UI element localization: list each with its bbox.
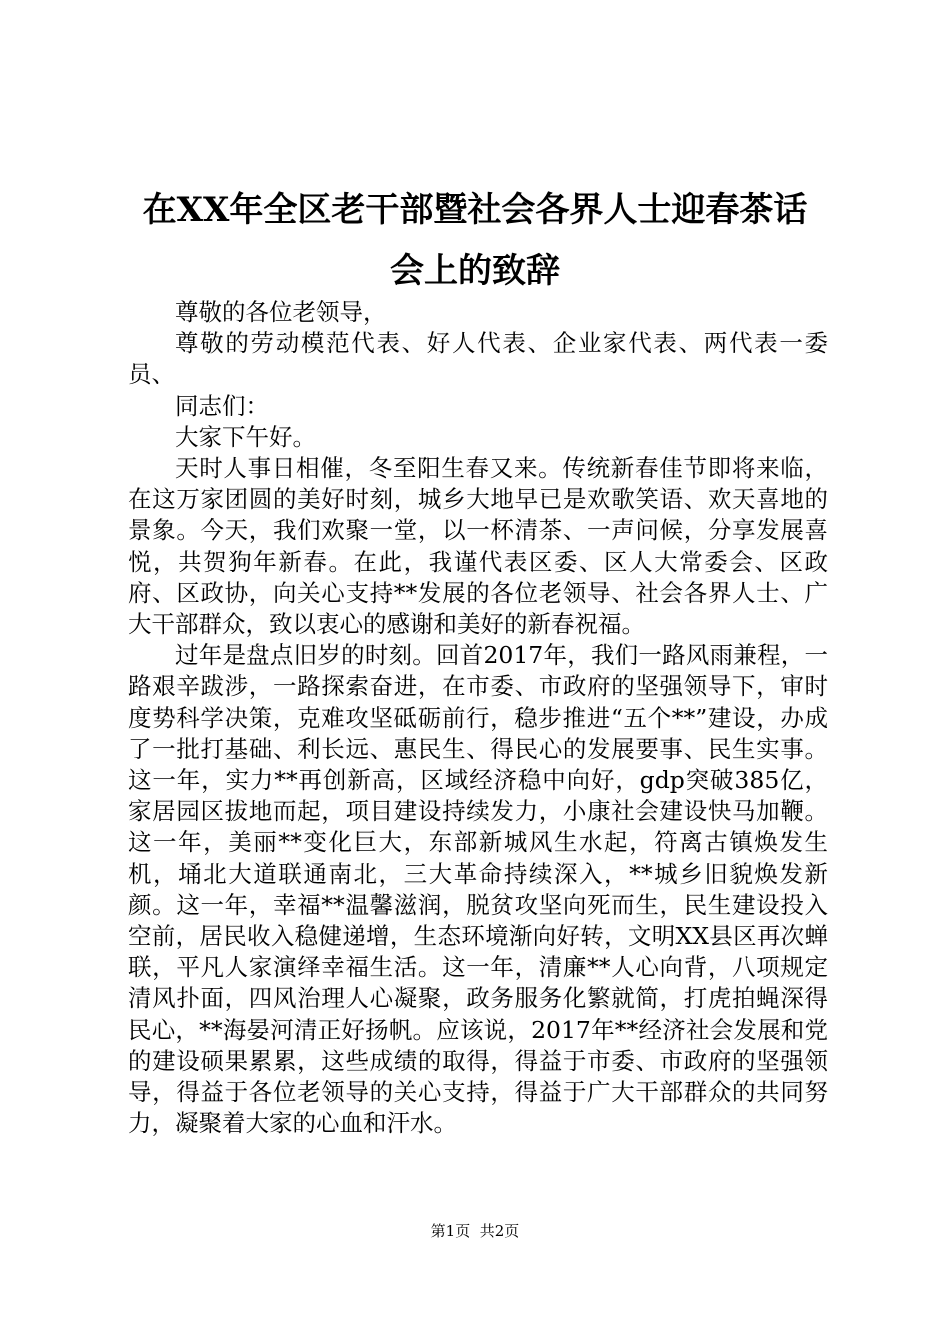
document-body bbox=[128, 297, 828, 1139]
document-title-line-2: 会上的致辞 bbox=[390, 251, 560, 291]
salutation-representatives: 尊敬的劳动模范代表、好人代表、企业家代表、两代表一委员、 bbox=[128, 329, 828, 389]
salutation-leaders: 尊敬的各位老领导， bbox=[175, 298, 387, 326]
page-number: 第1页 bbox=[430, 1222, 471, 1240]
greeting: 大家下午好。 bbox=[175, 422, 316, 451]
salutation-comrades: 同志们： bbox=[175, 391, 269, 420]
page-total: 共2页 bbox=[479, 1222, 520, 1240]
paragraph-new-year-wishes: 天时人事日相催，冬至阳生春又来。传统新春佳节即将来临，在这万家团圆的美好时刻，城乡大地早已是欢歌笑语、欢天喜地的景象。今天，我们欢聚一堂，以一杯清茶、一声问候，分享发展喜悦，共贺狗年新春。在此，我谨代表区委、区人大常委会、区政府、区政协，向关心支持**发展的各位老领导、社会各界人士、广大干部群众，致以衷心的感谢和美好的新春祝福。 bbox=[128, 454, 828, 639]
paragraph-year-review: 过年是盘点旧岁的时刻。回首2017年，我们一路风雨兼程，一路艰辛跋涉，一路探索奋进，在市委、市政府的坚强领导下，审时度势科学决策，克难攻坚砥砺前行，稳步推进“五个**”建设，办成了一批打基础、利长远、惠民生、得民心的发展要事、民生实事。这一年，实力**再创新高，区域经济稳中向好，gdp突破385亿，家居园区拔地而起，项目建设持续发力，小康社会建设快马加鞭。这一年，美丽**变化巨大，东部新城风生水起，符离古镇焕发生机，埇北大道联通南北，三大革命持续深入，**城乡旧貌焕发新颜。这一年，幸福**温馨滋润，脱贫攻坚向死而生，民生建设投入空前，居民收入稳健递增，生态环境渐向好转，文明XX县区再次蝉联，平凡人家演绎幸福生活。这一年，清廉**人心向背，八项规定清风扑面，四风治理人心凝聚，政务服务化繁就简，打虎拍蝇深得民心，**海晏河清正好扬帆。应该说，2017年**经济社会发展和党的建设硕果累累，这些成绩的取得，得益于市委、市政府的坚强领导，得益于各位老领导的关心支持，得益于广大干部群众的共同努力，凝聚着大家的心血和汗水。 bbox=[128, 641, 828, 1138]
document-title-line-1: 在XX年全区老干部暨社会各界人士迎春茶话 bbox=[142, 190, 808, 230]
page-footer bbox=[0, 1221, 950, 1241]
